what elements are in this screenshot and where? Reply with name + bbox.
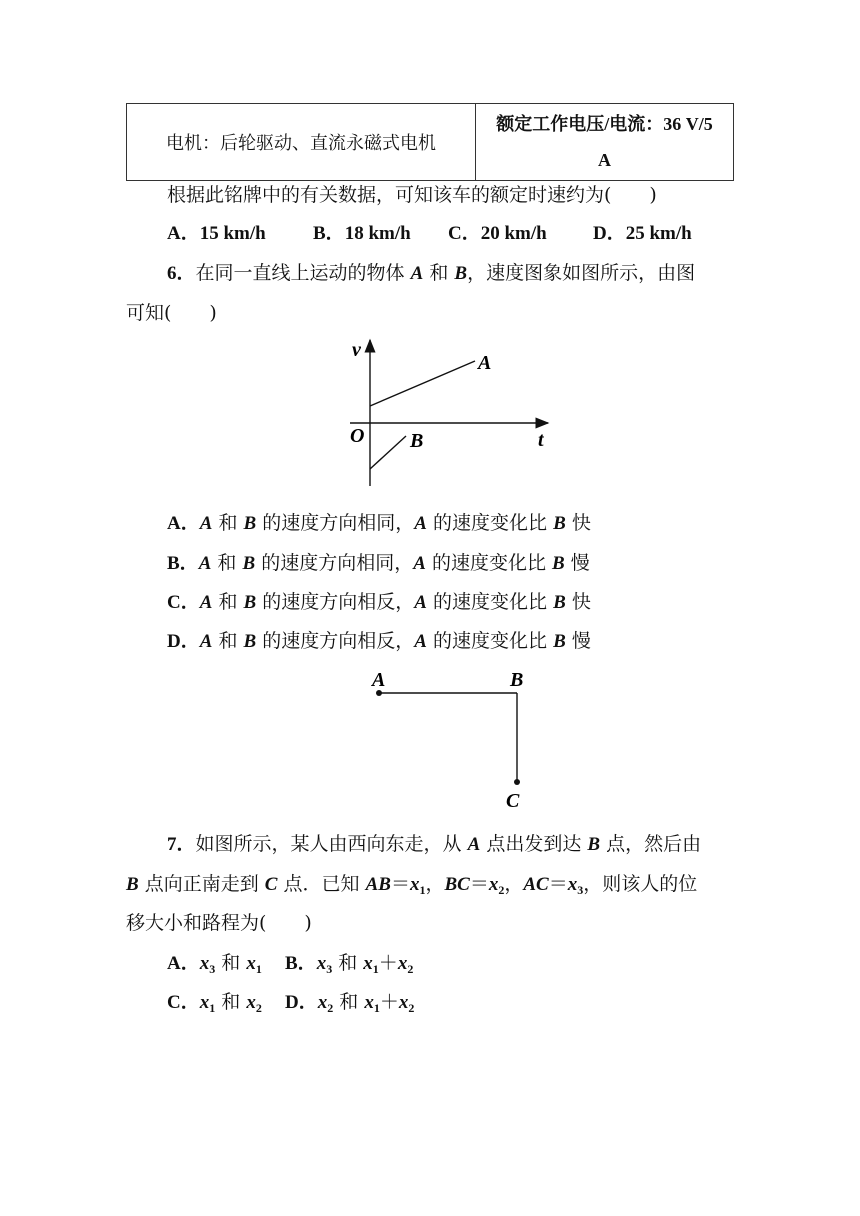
v-axis-label: v — [352, 339, 361, 361]
q5-stem: 根据此铭牌中的有关数据，可知该车的额定时速约为( ) — [167, 184, 657, 206]
origin-label: O — [350, 425, 365, 447]
q6-stem-line2: 可知( ) — [126, 302, 217, 324]
q5-option-d: D．25 km/h — [593, 223, 692, 244]
path-figure — [360, 664, 540, 814]
spec-motor-cell: 电机：后轮驱动、直流永磁式电机 — [127, 104, 476, 181]
q7-stem-line3: 移大小和路程为( ) — [126, 912, 312, 934]
q7-stem-line2: B 点向正南走到 C 点．已知 $AB=x_1$，$BC=x_2$，$AC=x_3$，则该人的位 — [126, 873, 698, 897]
velocity-time-graph — [340, 336, 560, 496]
q7-option-c: C．$x_1$ 和 $x_2$ — [167, 991, 262, 1015]
q6-option-b: B．A 和 B 的速度方向相同，A 的速度变化比 B 慢 — [167, 552, 590, 574]
q7-stem-line1: 7．如图所示，某人由西向东走，从 A 点出发到达 B 点，然后由 — [167, 833, 702, 855]
point-b-label: B — [510, 669, 524, 691]
t-axis-label: t — [538, 429, 544, 451]
spec-rating-line1: 额定工作电压/电流：36 V/5 — [496, 114, 713, 134]
q5-option-b: B．18 km/h — [313, 223, 411, 244]
q5-option-a: A．15 km/h — [167, 223, 266, 244]
spec-rating-line2: A — [598, 150, 611, 170]
q5-option-c: C．20 km/h — [448, 223, 547, 244]
point-a-label: A — [372, 669, 386, 691]
line-a-label: A — [478, 352, 492, 374]
line-b — [370, 436, 406, 469]
q6-option-a: A．A 和 B 的速度方向相同，A 的速度变化比 B 快 — [167, 512, 591, 534]
point-c — [514, 779, 520, 785]
line-b-label: B — [410, 430, 424, 452]
q7-option-a: A．$x_3$ 和 $x_1$ — [167, 952, 262, 976]
point-c-label: C — [506, 790, 520, 812]
spec-rating-cell — [476, 104, 734, 181]
q7-option-b: B．$x_3$ 和 $x_1+x_2$ — [285, 952, 414, 976]
q6-stem-line1: 6．在同一直线上运动的物体 A 和 B，速度图象如图所示，由图 — [167, 262, 696, 284]
spec-table — [126, 103, 734, 181]
line-a — [370, 361, 475, 406]
q6-option-d: D．A 和 B 的速度方向相反，A 的速度变化比 B 慢 — [167, 630, 591, 652]
q7-option-d: D．$x_2$ 和 $x_1+x_2$ — [285, 991, 415, 1015]
q6-option-c: C．A 和 B 的速度方向相反，A 的速度变化比 B 快 — [167, 591, 591, 613]
